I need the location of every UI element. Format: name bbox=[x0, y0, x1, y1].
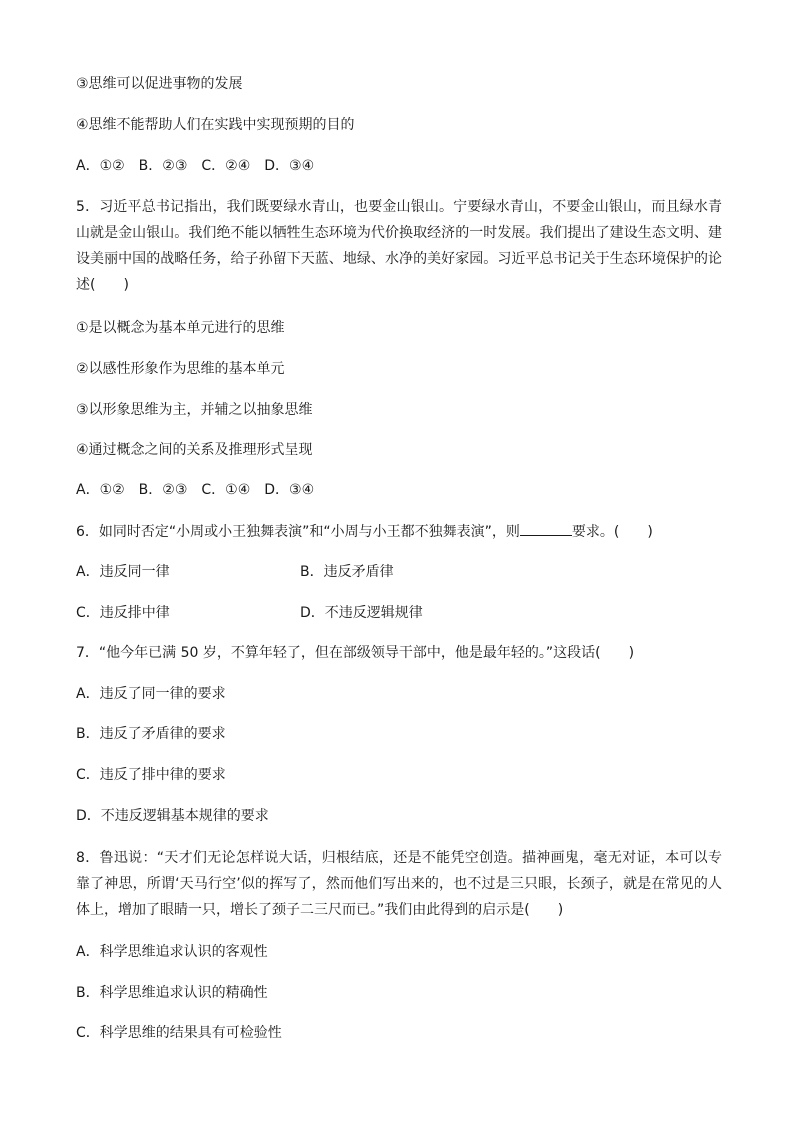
q7-option-b: B．违反了矛盾律的要求 bbox=[76, 726, 226, 742]
q8-option-c: C．科学思维的结果具有可检验性 bbox=[76, 1025, 282, 1041]
q4-options: A．①② B．②③ C．②④ D．③④ bbox=[76, 158, 315, 174]
q7-option-d: D．不违反逻辑基本规律的要求 bbox=[76, 808, 269, 824]
q8-option-b: B．科学思维追求认识的精确性 bbox=[76, 985, 268, 1001]
q6-option-b: B．违反矛盾律 bbox=[300, 564, 394, 580]
q5-item-3: ③以形象思维为主，并辅之以抽象思维 bbox=[76, 402, 313, 418]
q5-stem: 5．习近平总书记指出，我们既要绿水青山，也要金山银山。宁要绿水青山，不要金山银山，而且绿水青山就是金山银山。我们绝不能以牺牲生态环境为代价换取经济的一时发展。我们提出了建设生态文明、建设美丽中国的战略任务，给子孙留下天蓝、地绿、水净的美好家园。习近平总书记关于生态环境保护的论述( ) bbox=[76, 199, 722, 293]
q6-stem-before: 6．如同时否定“小周或小王独舞表演”和“小周与小王都不独舞表演”，则 bbox=[76, 524, 520, 540]
q5-item-1: ①是以概念为基本单元进行的思维 bbox=[76, 320, 285, 336]
q7-option-c: C．违反了排中律的要求 bbox=[76, 767, 226, 783]
q8-option-a: A．科学思维追求认识的客观性 bbox=[76, 944, 268, 960]
q5-item-4: ④通过概念之间的关系及推理形式呈现 bbox=[76, 442, 313, 458]
q8-stem: 8．鲁迅说：“天才们无论怎样说大话，归根结底，还是不能凭空创造。描神画鬼，毫无对证，本可以专靠了神思，所谓‘天马行空’似的挥写了，然而他们写出来的，也不过是三只眼，长颈子，就是在常见的人体上，增加了眼睛一只，增长了颈子二三尺而已。”我们由此得到的启示是( ) bbox=[76, 850, 722, 918]
q6-option-c: C．违反排中律 bbox=[76, 605, 170, 621]
q6-stem-after: 要求。( ) bbox=[571, 524, 653, 540]
q6-stem bbox=[76, 521, 653, 542]
q4-item-3: ③思维可以促进事物的发展 bbox=[76, 76, 243, 92]
q6-options-row-2 bbox=[76, 603, 722, 623]
q4-item-4: ④思维不能帮助人们在实践中实现预期的目的 bbox=[76, 117, 355, 133]
q5-options: A．①② B．②③ C．①④ D．③④ bbox=[76, 482, 315, 498]
q6-option-a: A．违反同一律 bbox=[76, 564, 170, 580]
q6-options-row-1 bbox=[76, 562, 722, 582]
q6-option-d: D．不违反逻辑规律 bbox=[300, 605, 423, 621]
q6-answer-blank bbox=[520, 521, 572, 536]
q7-stem: 7．“他今年已满 50 岁，不算年轻了，但在部级领导干部中，他是最年轻的。”这段话( ) bbox=[76, 645, 635, 661]
q7-option-a: A．违反了同一律的要求 bbox=[76, 686, 226, 702]
q5-item-2: ②以感性形象作为思维的基本单元 bbox=[76, 361, 285, 377]
